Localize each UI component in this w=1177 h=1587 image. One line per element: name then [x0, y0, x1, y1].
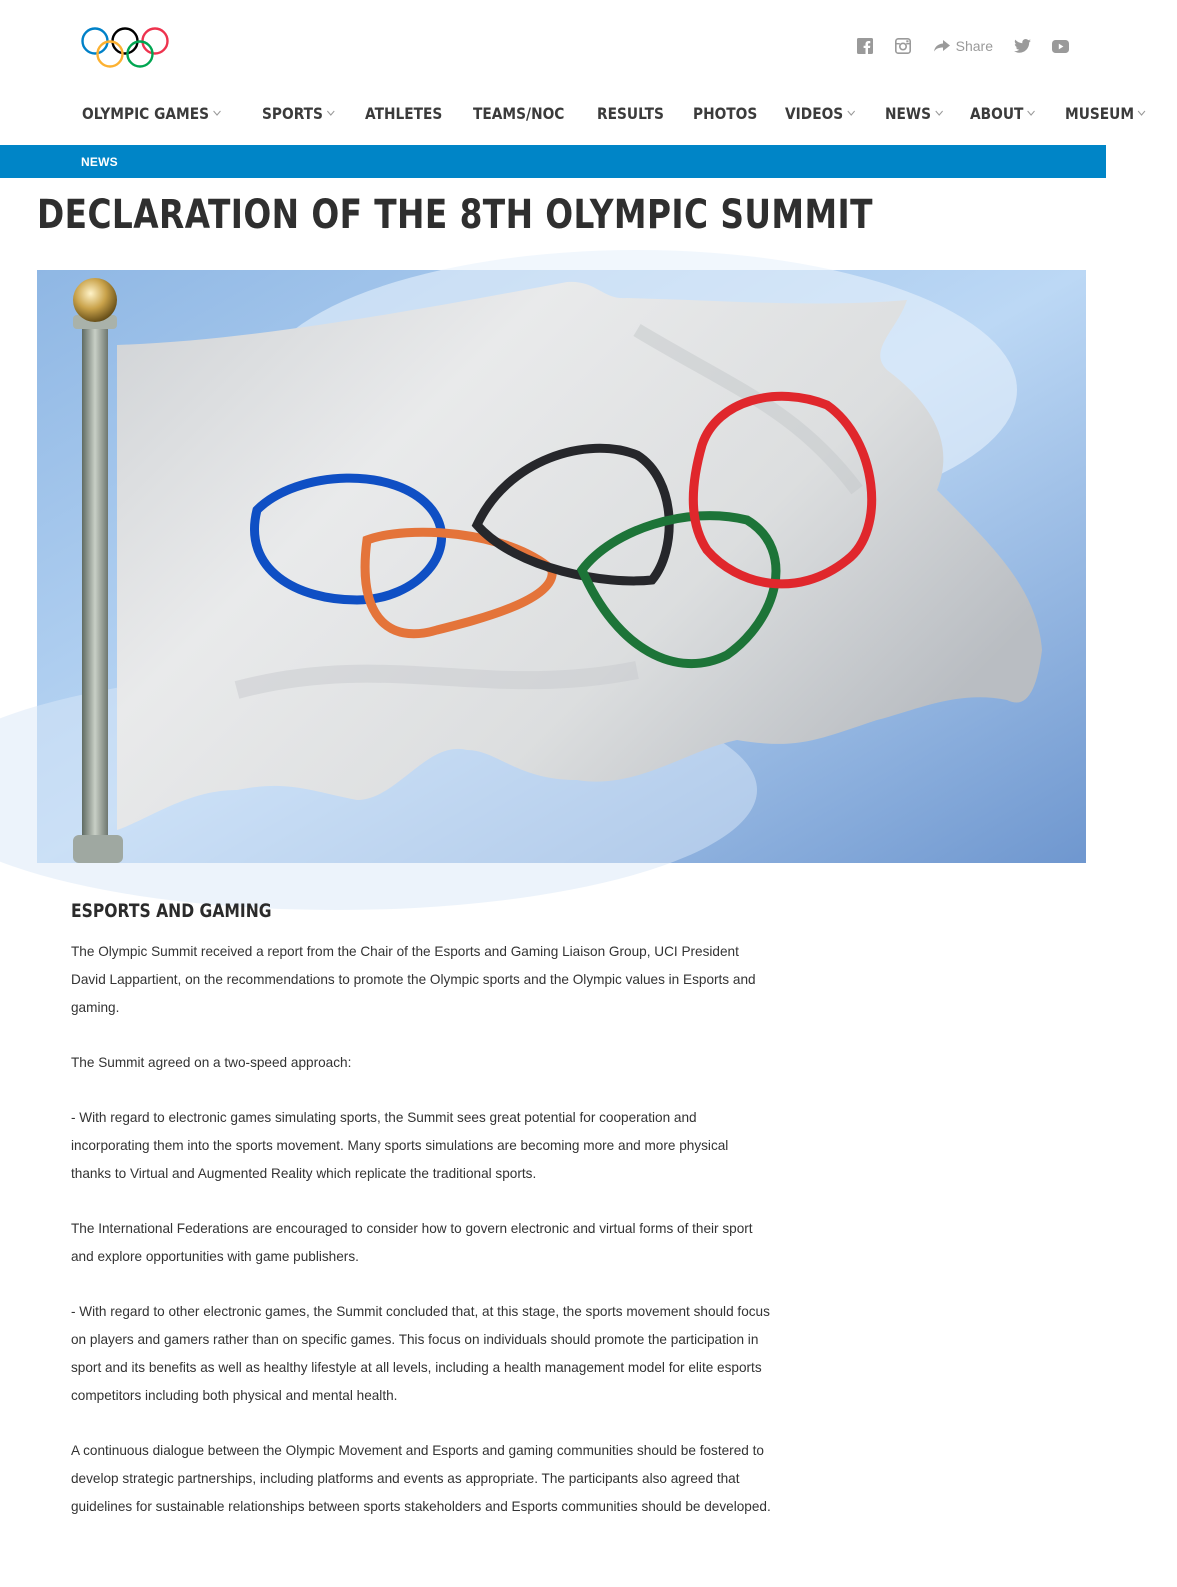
nav-label: ABOUT: [970, 103, 1024, 123]
article-paragraph: - With regard to electronic games simulating sports, the Summit sees great potential for cooperation and incorporating them into the sports movement. Many sports simulations are becoming more and more physical thanks to Virtual and Augmented Reality which replicate the traditional sports.: [71, 1110, 729, 1181]
youtube-icon[interactable]: [1051, 37, 1069, 55]
main-navigation: [82, 100, 1177, 126]
chevron-down-icon: [847, 108, 856, 118]
social-links: [836, 36, 1069, 56]
twitter-icon[interactable]: [1013, 37, 1031, 55]
nav-museum[interactable]: [1065, 104, 1146, 123]
article-paragraph: - With regard to other electronic games, the Summit concluded that, at this stage, the sports movement should focus on players and gamers rather than on specific games. This focus on individuals should promote the participation in sport and its benefits as well as healthy lifestyle at all levels, including a health management model for elite esports competitors including both physical and mental health.: [71, 1304, 770, 1403]
olympic-rings-logo[interactable]: [80, 26, 172, 70]
nav-label: SPORTS: [261, 103, 323, 123]
breadcrumb-bar: [0, 145, 1106, 178]
nav-label: NEWS: [884, 103, 931, 123]
nav-about[interactable]: [970, 104, 1035, 123]
nav-label: ATHLETES: [364, 103, 442, 123]
article-paragraph: A continuous dialogue between the Olympic Movement and Esports and gaming communities should be fostered to develop strategic partnerships, including platforms and events as appropriate. The participants also agreed that guidelines for sustainable relationships between sports stakeholders and Esports communities should be developed.: [71, 1443, 771, 1514]
article-paragraph: The Summit agreed on a two-speed approach:: [71, 1055, 352, 1070]
nav-label: MUSEUM: [1064, 103, 1134, 123]
nav-label: VIDEOS: [785, 103, 844, 123]
nav-news[interactable]: [885, 104, 943, 123]
share-label: Share: [955, 38, 993, 54]
nav-label: TEAMS/NOC: [472, 103, 564, 123]
page-title: DECLARATION OF THE 8TH OLYMPIC SUMMIT: [37, 192, 873, 238]
share-button[interactable]: [934, 38, 993, 54]
nav-photos[interactable]: [693, 104, 757, 123]
nav-label: OLYMPIC GAMES: [82, 103, 210, 123]
nav-label: PHOTOS: [692, 103, 757, 123]
nav-sports[interactable]: [262, 104, 335, 123]
nav-athletes[interactable]: [365, 104, 442, 123]
nav-label: RESULTS: [596, 103, 664, 123]
nav-videos[interactable]: [785, 104, 855, 123]
chevron-down-icon: [1027, 108, 1036, 118]
chevron-down-icon: [934, 108, 943, 118]
nav-teams-noc[interactable]: [473, 104, 564, 123]
olympic-rings-icon: [80, 26, 172, 70]
nav-results[interactable]: [597, 104, 664, 123]
hero-image: [37, 270, 1086, 863]
article-paragraph: The International Federations are encouraged to consider how to govern electronic and virtual forms of their sport and explore opportunities with game publishers.: [71, 1221, 753, 1264]
chevron-down-icon: [1137, 108, 1146, 118]
chevron-down-icon: [212, 108, 221, 118]
instagram-icon[interactable]: [894, 37, 912, 55]
chevron-down-icon: [326, 108, 335, 118]
section-heading: ESPORTS AND GAMING: [71, 900, 272, 922]
nav-olympic-games[interactable]: [82, 104, 221, 123]
breadcrumb-news[interactable]: NEWS: [81, 155, 118, 169]
share-icon: [934, 40, 950, 52]
facebook-icon[interactable]: [856, 37, 874, 55]
olympic-flag-image: [37, 270, 1086, 863]
article-body: [71, 898, 771, 1548]
site-header: [0, 0, 1134, 145]
article-paragraph: The Olympic Summit received a report from the Chair of the Esports and Gaming Liaison Group, UCI President David Lappartient, on the recommendations to promote the Olympic sports and the Olympic values in Esports and gaming.: [71, 944, 756, 1015]
